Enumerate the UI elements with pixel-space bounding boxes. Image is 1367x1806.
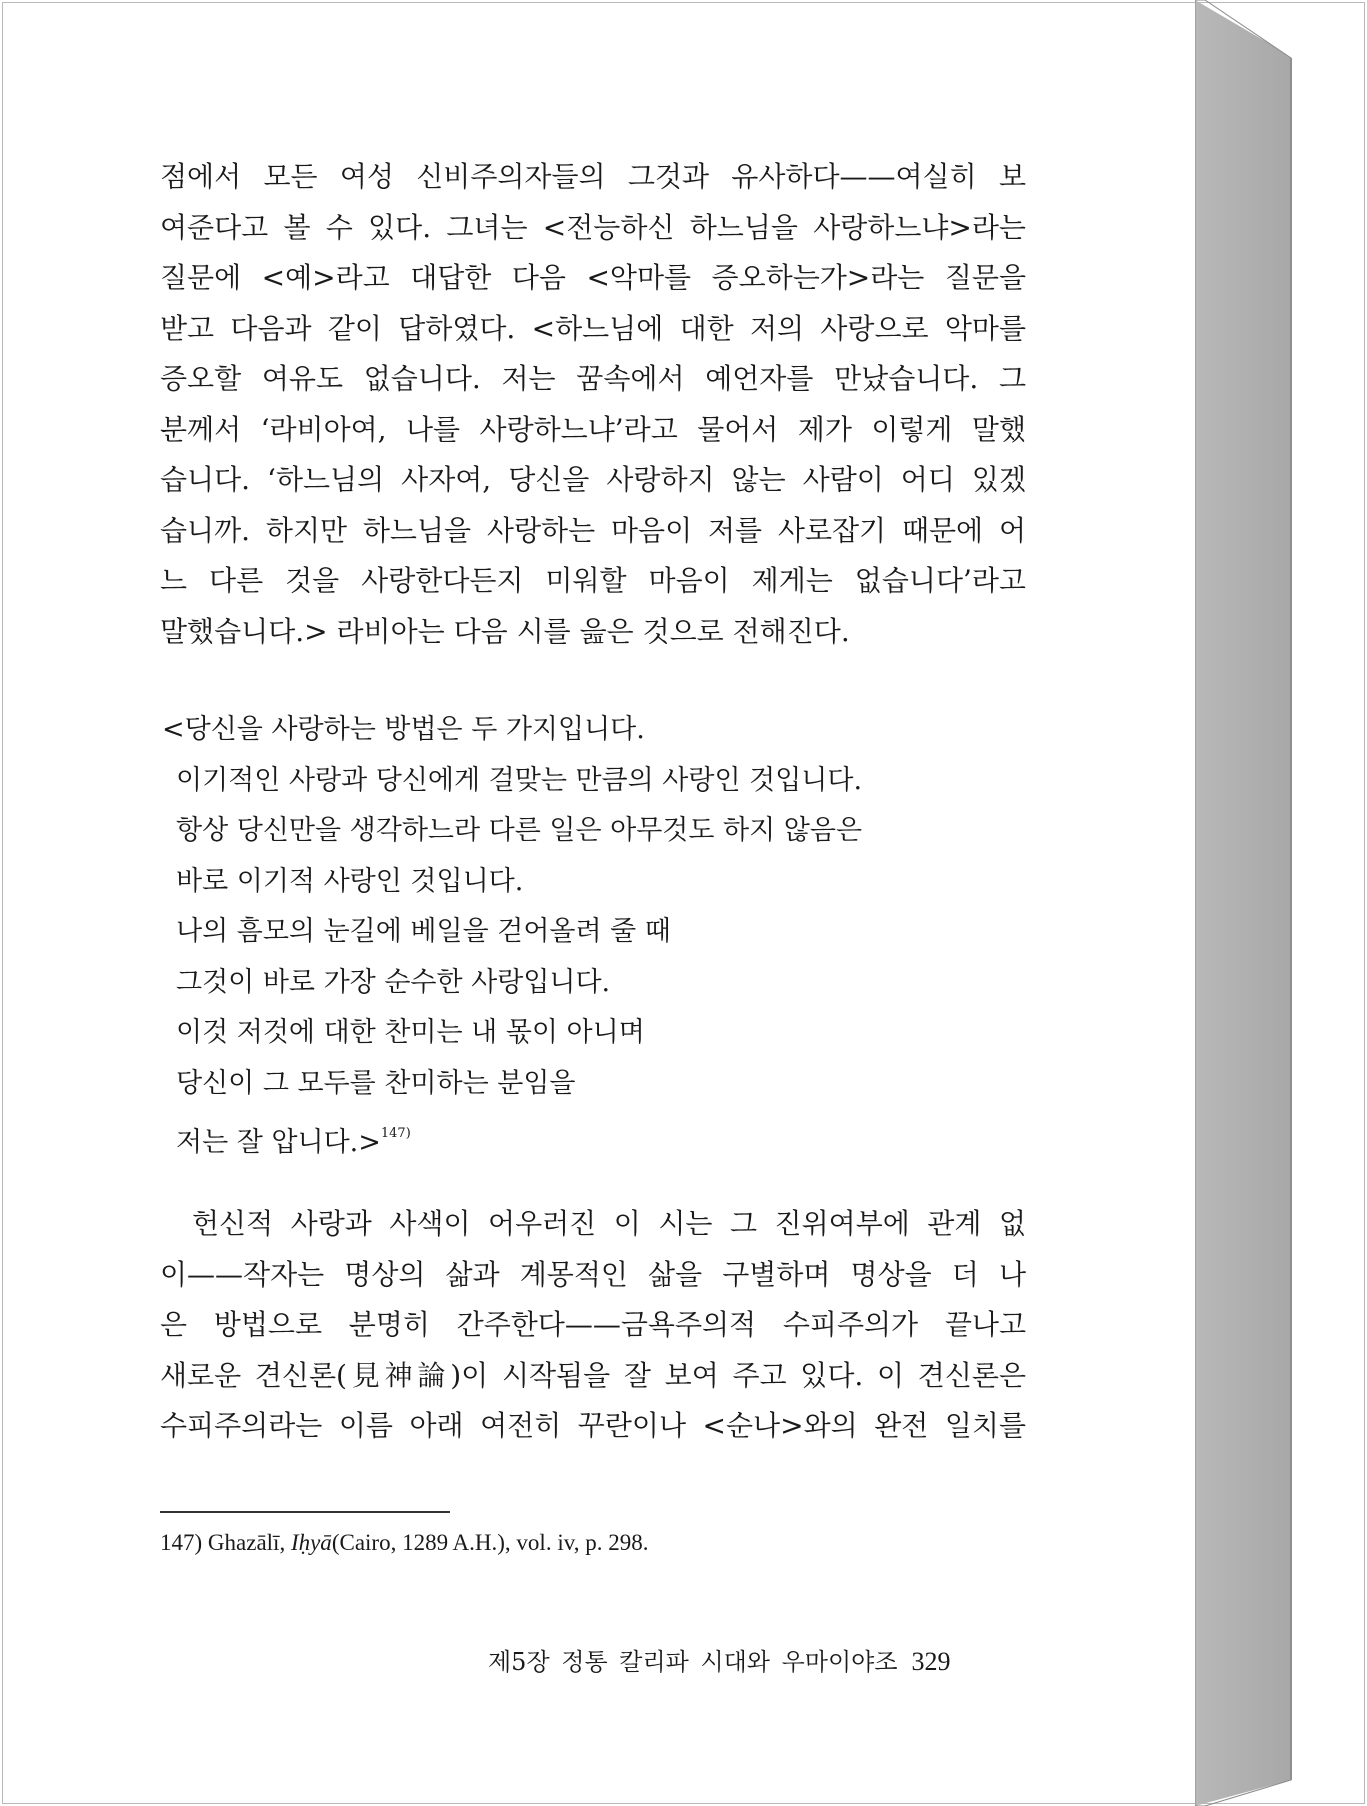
footnote-number: 147)	[160, 1530, 203, 1555]
poem-line: 바로 이기적 사랑인 것입니다.	[176, 865, 524, 897]
poem-line: <당신을 사랑하는 방법은 두 가지입니다.	[162, 714, 645, 745]
text-line: 습니다. ‘하느님의 사자여, 당신을 사랑하지 않는 사람이 어디 있겠	[160, 463, 1026, 496]
text-line: 새로운 견신론(見神論)이 시작됨을 잘 보여 주고 있다. 이 견신론은	[160, 1358, 1026, 1392]
text-line: 말했습니다.> 라비아는 다음 시를 읊은 것으로 전해진다.	[160, 614, 850, 648]
body-paragraph-2	[160, 1199, 1026, 1452]
footnote-reference: 147)	[380, 1126, 411, 1141]
poem-line-text: 저는 잘 압니다.>	[176, 1127, 381, 1158]
text-line: 습니까. 하지만 하느님을 사랑하는 마음이 저를 사로잡기 때문에 어	[160, 513, 1026, 547]
text-line: 여준다고 볼 수 있다. 그녀는 <전능하신 하느님을 사랑하느냐>라는	[160, 210, 1026, 244]
footnote-divider	[160, 1511, 450, 1513]
text-line: 질문에 <예>라고 대답한 다음 <악마를 증오하는가>라는 질문을	[160, 261, 1026, 294]
page-number: 329	[911, 1647, 951, 1676]
text-line: 은 방법으로 분명히 간주한다——금욕주의적 수피주의가 끝나고	[160, 1308, 1026, 1341]
text-line: 받고 다음과 같이 답하였다. <하느님에 대한 저의 사랑으로 악마를	[160, 311, 1026, 345]
poem-line-last	[176, 1109, 936, 1160]
body-paragraph-1	[160, 152, 1026, 657]
running-footer	[488, 1642, 951, 1677]
text-line: 증오할 여유도 없습니다. 저는 꿈속에서 예언자를 만났습니다. 그	[160, 362, 1026, 395]
chapter-title: 제5장 정통 칼리파 시대와 우마이야조	[488, 1648, 898, 1676]
text-line: 점에서 모든 여성 신비주의자들의 그것과 유사하다——여실히 보	[160, 160, 1026, 193]
poem-line: 이기적인 사랑과 당신에게 걸맞는 만큼의 사랑인 것입니다.	[176, 764, 863, 796]
poem-line: 나의 흠모의 눈길에 베일을 걷어올려 줄 때	[176, 916, 671, 947]
poem-line: 이것 저것에 대한 찬미는 내 몫이 아니며	[176, 1017, 645, 1048]
text-line: 수피주의라는 이름 아래 여전히 꾸란이나 <순나>와의 완전 일치를	[160, 1409, 1026, 1442]
footnote-details: (Cairo, 1289 A.H.), vol. iv, p. 298.	[331, 1530, 649, 1555]
poem-line: 항상 당신만을 생각하느라 다른 일은 아무것도 하지 않음은	[176, 815, 863, 846]
text-line: 분께서 ‘라비아여, 나를 사랑하느냐’라고 물어서 제가 이렇게 말했	[160, 412, 1026, 446]
footnote	[160, 1530, 648, 1556]
footnote-title: Iḥyā	[290, 1530, 332, 1555]
book-edge-shading	[1195, 0, 1367, 1806]
poem-line: 당신이 그 모두를 찬미하는 분임을	[176, 1067, 576, 1099]
footnote-author: Ghazālī,	[207, 1530, 286, 1555]
text-line: 느 다른 것을 사랑한다든지 미워할 마음이 제게는 없습니다’라고	[160, 564, 1026, 597]
text-line: 이——작자는 명상의 삶과 계몽적인 삶을 구별하며 명상을 더 나	[160, 1257, 1026, 1291]
poem-quote	[162, 705, 936, 1160]
poem-line: 그것이 바로 가장 순수한 사랑입니다.	[176, 966, 611, 998]
text-line: 헌신적 사랑과 사색이 어우러진 이 시는 그 진위여부에 관계 없	[192, 1207, 1026, 1240]
